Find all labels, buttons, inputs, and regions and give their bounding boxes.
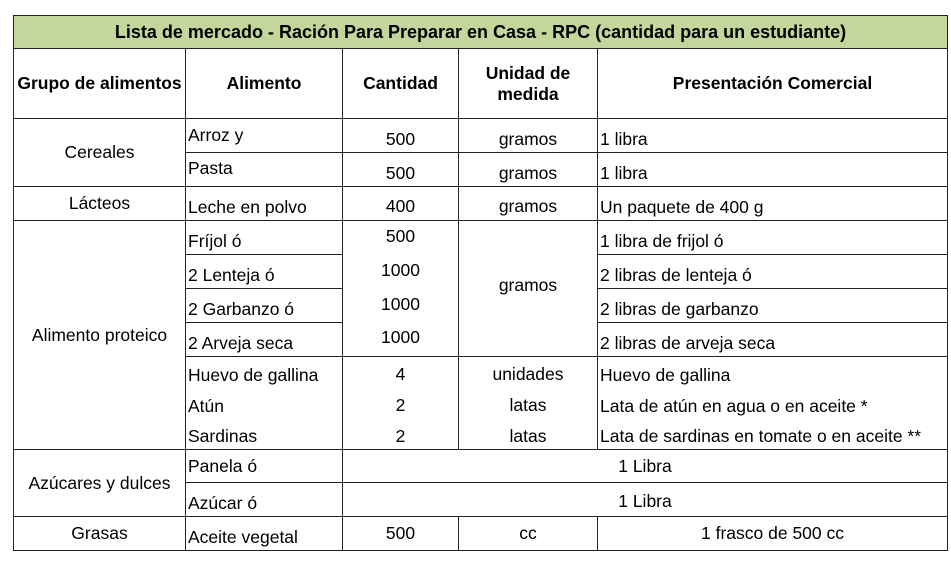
- table-row-unidad: gramos: [458, 119, 597, 153]
- header-cantidad-label: Cantidad: [363, 73, 438, 93]
- header-grupo: [13, 49, 185, 119]
- group-lacteos: [13, 187, 185, 221]
- table-row-alimento: 2 Garbanzo ó: [185, 289, 342, 323]
- table-row-cantidad: 4: [342, 357, 458, 388]
- table-row-unidad: gramos: [458, 187, 597, 221]
- group-azucares: [13, 450, 185, 517]
- table-row-alimento: Atún: [185, 388, 342, 419]
- table-row-unidad: cc: [458, 517, 597, 551]
- table-row-alimento: Huevo de gallina: [185, 357, 342, 388]
- table-row-presentacion: 1 libra de frijol ó: [597, 221, 948, 255]
- group-proteico-label: Alimento proteico: [31, 324, 168, 345]
- group-lacteos-label: Lácteos: [68, 193, 131, 213]
- table-row-cantidad: 500: [342, 153, 458, 187]
- header-unidad-label: Unidad de medida: [485, 62, 571, 104]
- table-row-alimento: Panela ó: [185, 450, 342, 483]
- table-row-presentacion: Lata de atún en agua o en aceite *: [597, 388, 948, 419]
- group-proteico: [13, 221, 185, 450]
- header-presentacion: [597, 49, 948, 119]
- legumbres-unidad-merged: gramos: [458, 221, 597, 357]
- table-row-cantidad: 1000: [342, 289, 458, 323]
- table-row-cantidad: 500: [342, 221, 458, 255]
- table-row-cantidad: 1000: [342, 255, 458, 289]
- table-title: Lista de mercado - Ración Para Preparar en Casa - RPC (cantidad para un estudiante): [13, 15, 948, 49]
- table-row-presentacion: 2 libras de arveja seca: [597, 323, 948, 357]
- table-row-alimento: Pasta: [185, 153, 342, 187]
- table-row-alimento: Sardinas: [185, 419, 342, 450]
- table-row-presentacion: Huevo de gallina: [597, 357, 948, 388]
- table-row-merged-value: 1 Libra: [342, 450, 948, 483]
- table-row-presentacion: 1 libra: [597, 119, 948, 153]
- table-row-cantidad: 500: [342, 517, 458, 551]
- header-grupo-label: Grupo de alimentos: [17, 73, 182, 93]
- table-row-alimento: 2 Arveja seca: [185, 323, 342, 357]
- group-grasas-label: Grasas: [71, 523, 128, 543]
- table-row-unidad: latas: [458, 419, 597, 450]
- group-azucares-label: Azúcares y dulces: [28, 472, 171, 493]
- header-unidad: [458, 49, 597, 119]
- table-row-presentacion: 2 libras de garbanzo: [597, 289, 948, 323]
- table-row-unidad: latas: [458, 388, 597, 419]
- table-row-cantidad: 2: [342, 419, 458, 450]
- table-row-presentacion: Un paquete de 400 g: [597, 187, 948, 221]
- table-row-unidad: gramos: [458, 153, 597, 187]
- table-row-alimento: Arroz y: [185, 119, 342, 153]
- table-row-cantidad: 2: [342, 388, 458, 419]
- table-row-presentacion: 2 libras de lenteja ó: [597, 255, 948, 289]
- table-row-alimento: Azúcar ó: [185, 483, 342, 517]
- header-cantidad: [342, 49, 458, 119]
- table-row-presentacion: 1 libra: [597, 153, 948, 187]
- header-presentacion-label: Presentación Comercial: [672, 73, 873, 93]
- table-row-presentacion: Lata de sardinas en tomate o en aceite **: [597, 419, 948, 450]
- table-row-cantidad: 1000: [342, 323, 458, 357]
- header-alimento: [185, 49, 342, 119]
- group-cereales: [13, 119, 185, 187]
- group-cereales-label: Cereales: [64, 142, 135, 162]
- table-row-cantidad: 400: [342, 187, 458, 221]
- group-grasas: [13, 517, 185, 551]
- table-row-alimento: Fríjol ó: [185, 221, 342, 255]
- table-row-merged-value: 1 Libra: [342, 483, 948, 517]
- header-alimento-label: Alimento: [226, 73, 302, 93]
- market-list-table: [13, 15, 948, 551]
- table-row-alimento: Leche en polvo: [185, 187, 342, 221]
- table-row-presentacion: 1 frasco de 500 cc: [597, 517, 948, 551]
- table-row-alimento: Aceite vegetal: [185, 517, 342, 551]
- table-row-cantidad: 500: [342, 119, 458, 153]
- table-row-unidad: unidades: [458, 357, 597, 388]
- table-row-alimento: 2 Lenteja ó: [185, 255, 342, 289]
